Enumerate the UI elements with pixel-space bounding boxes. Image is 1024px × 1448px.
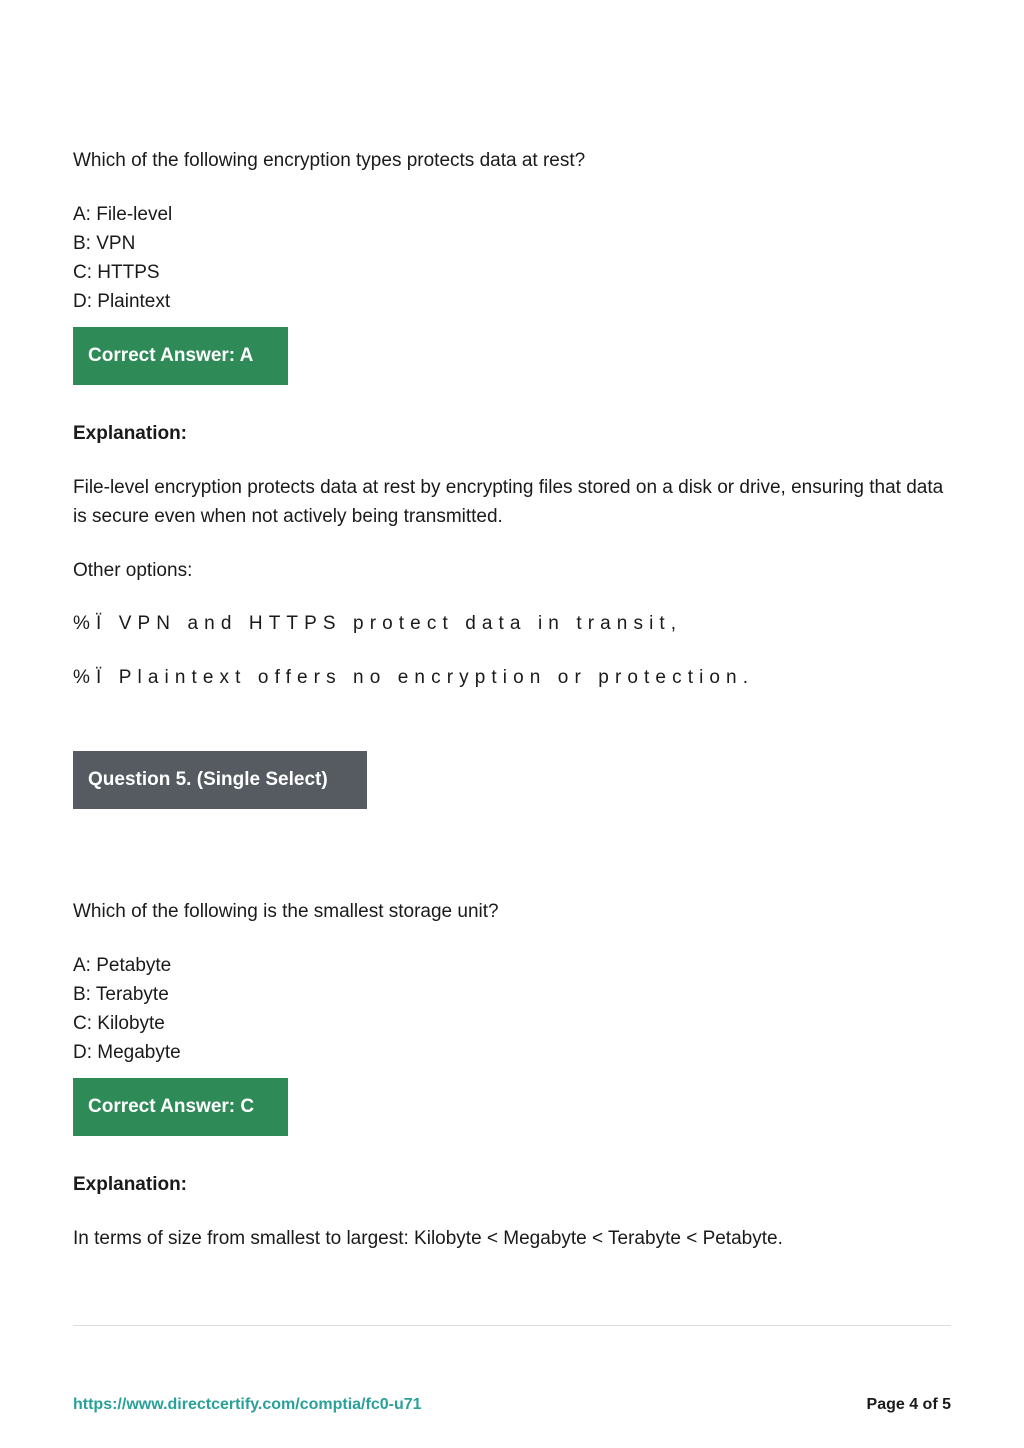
question-4-text: Which of the following encryption types protects data at rest? <box>73 150 586 171</box>
q5-explanation-heading: Explanation: <box>73 1174 188 1195</box>
q4-correct-answer-box: Correct Answer: A <box>73 327 288 385</box>
page-number: Page 4 of 5 <box>866 1396 951 1413</box>
q4-other-option-item: %Ï VPN and HTTPS protect data in transit, <box>73 613 683 634</box>
q4-explanation-text: File-level encryption protects data at rest by encrypting files stored on a disk or drive, ensuring that data is secure even when not actively being transmitted. <box>73 477 944 527</box>
q5-option-c: C: Kilobyte <box>73 1013 165 1034</box>
question-5-text: Which of the following is the smallest storage unit? <box>73 901 499 922</box>
q4-option-b: B: VPN <box>73 233 136 254</box>
q5-option-b: B: Terabyte <box>73 984 169 1005</box>
q4-option-d: D: Plaintext <box>73 291 171 312</box>
q5-correct-answer-box: Correct Answer: C <box>73 1078 288 1136</box>
q4-other-options-heading: Other options: <box>73 560 193 581</box>
q4-option-c: C: HTTPS <box>73 262 160 283</box>
q5-option-d: D: Megabyte <box>73 1042 181 1063</box>
document-page <box>73 0 951 1448</box>
footer-link[interactable]: https://www.directcertify.com/comptia/fc0-u71 <box>73 1396 422 1413</box>
q5-explanation-text: In terms of size from smallest to largest: Kilobyte < Megabyte < Terabyte < Petabyte. <box>73 1228 783 1249</box>
q4-option-a: A: File-level <box>73 204 173 225</box>
footer-divider <box>73 1325 951 1326</box>
q4-other-option-item: %Ï Plaintext offers no encryption or protection. <box>73 667 755 688</box>
q5-option-a: A: Petabyte <box>73 955 172 976</box>
question-5-header: Question 5. (Single Select) <box>73 751 367 809</box>
q4-explanation-heading: Explanation: <box>73 423 188 444</box>
